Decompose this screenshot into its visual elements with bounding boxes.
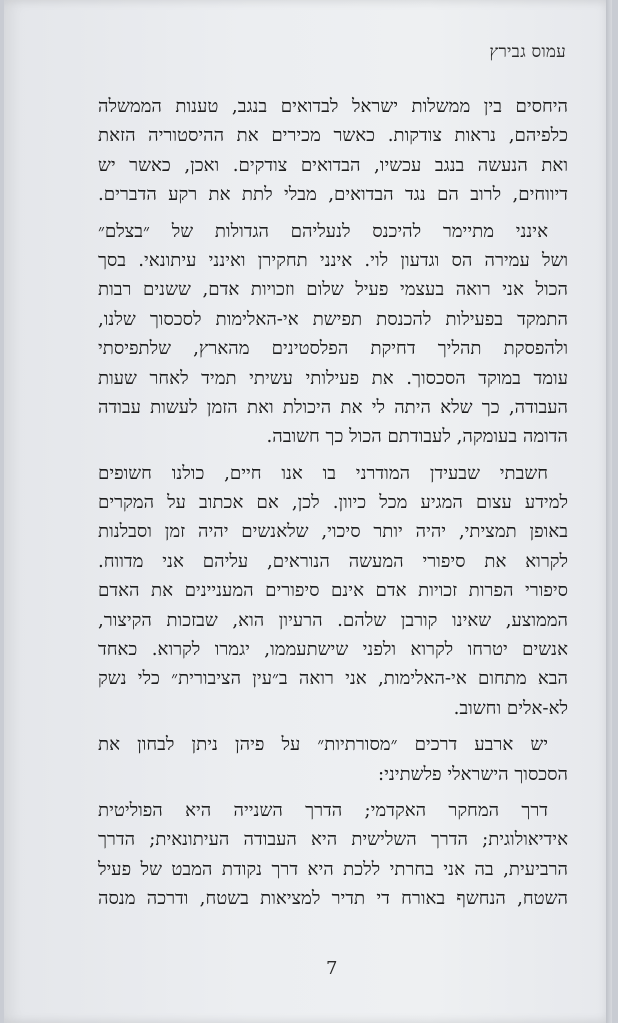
text-line: הרביעית, בה אני בחרתי ללכת היא דרך נקודת המבט של פעיל bbox=[98, 858, 568, 880]
text-line: כלפיהם, נראות צודקות. כאשר מכירים את ההיסטוריה הזאת bbox=[98, 125, 568, 147]
text-line: העבודה, כך שלא היתה לי את היכולת ואת הזמן לעשות עבודה bbox=[98, 396, 568, 418]
text-line: ולהפסקת תהליך דחיקת הפלסטינים מהארץ, שלתפיסתי bbox=[98, 338, 568, 360]
text-line: אנשים יטרחו לקרוא ולפני שישתעממו, יגמרו לקרוא. כאחד bbox=[98, 639, 568, 661]
text-line: באופן תמציתי, יהיה יותר סיכוי, שלאנשים יהיה זמן וסבלנות bbox=[98, 521, 568, 543]
text-line: חשבתי שבעידן המודרני בו אנו חיים, כולנו חשופים bbox=[98, 462, 548, 484]
running-header: עמוס גבירץ bbox=[489, 42, 566, 62]
text-line: למידע עצום המגיע מכל כיוון. לכן, אם אכתוב על המקרים bbox=[98, 492, 568, 514]
text-line: דרך המחקר האקדמי; הדרך השנייה היא הפוליטית bbox=[98, 799, 548, 821]
book-page bbox=[4, 0, 612, 1023]
page-number: 7 bbox=[326, 958, 338, 979]
text-line: ואת הנעשה בנגב עכשיו, הבדואים צודקים. ואכן, כאשר יש bbox=[98, 154, 568, 176]
text-line: התמקד בפעילות להכנסת תפישת אי-האלימות לסכסוך שלנו, bbox=[98, 308, 568, 330]
text-line: יש ארבע דרכים ״מסורתיות״ על פיהן ניתן לבחון את bbox=[98, 734, 548, 756]
text-line: לקרוא את סיפורי המעשה הנוראים, עליהם אני מדווח. bbox=[98, 550, 568, 572]
text-line: הממוצע, שאינו קורבן שלהם. הרעיון הוא, שבזכות הקיצור, bbox=[98, 609, 568, 631]
text-line: סיפורי הפרות זכויות אדם אינם סיפורים המעניינים את האדם bbox=[98, 580, 568, 602]
text-line: הכול אני רואה בעצמי פעיל שלום וזכויות אדם, ששנים רבות bbox=[98, 279, 568, 301]
text-line: הדומה בעומקה, לעבודתם הכול כך חשובה. bbox=[266, 426, 568, 448]
text-line: דיווחים, לרוב הם נגד הבדואים, מבלי לתת את רקע הדברים. bbox=[98, 184, 568, 206]
text-line: ושל עמירה הס וגדעון לוי. אינני תחקירן ואינני עיתונאי. בסך bbox=[98, 249, 568, 271]
text-line: אינני מתיימר להיכנס לנעליהם הגדולות של ״בצלם״ bbox=[98, 220, 548, 242]
body-text bbox=[98, 92, 568, 914]
text-line: היחסים בין ממשלות ישראל לבדואים בנגב, טענות הממשלה bbox=[98, 96, 568, 117]
text-line: עומד במוקד הסכסוך. את פעילותי עשיתי תמיד לאחר שעות bbox=[98, 367, 568, 389]
text-line: לא-אלים וחשוב. bbox=[453, 697, 568, 719]
text-line: אידיאולוגית; הדרך השלישית היא העבודה העיתונאית; הדרך bbox=[98, 829, 568, 851]
text-line: השטח, הנחשף באורח די תדיר למציאות בשטח, ודרכה מנסה bbox=[98, 888, 568, 910]
text-line: הבא מתחום אי-האלימות, אני רואה ב״עין הציבורית״ כלי נשק bbox=[98, 668, 568, 690]
page-edge bbox=[606, 0, 612, 1023]
text-line: הסכסוך הישראלי פלשתיני: bbox=[377, 763, 568, 785]
